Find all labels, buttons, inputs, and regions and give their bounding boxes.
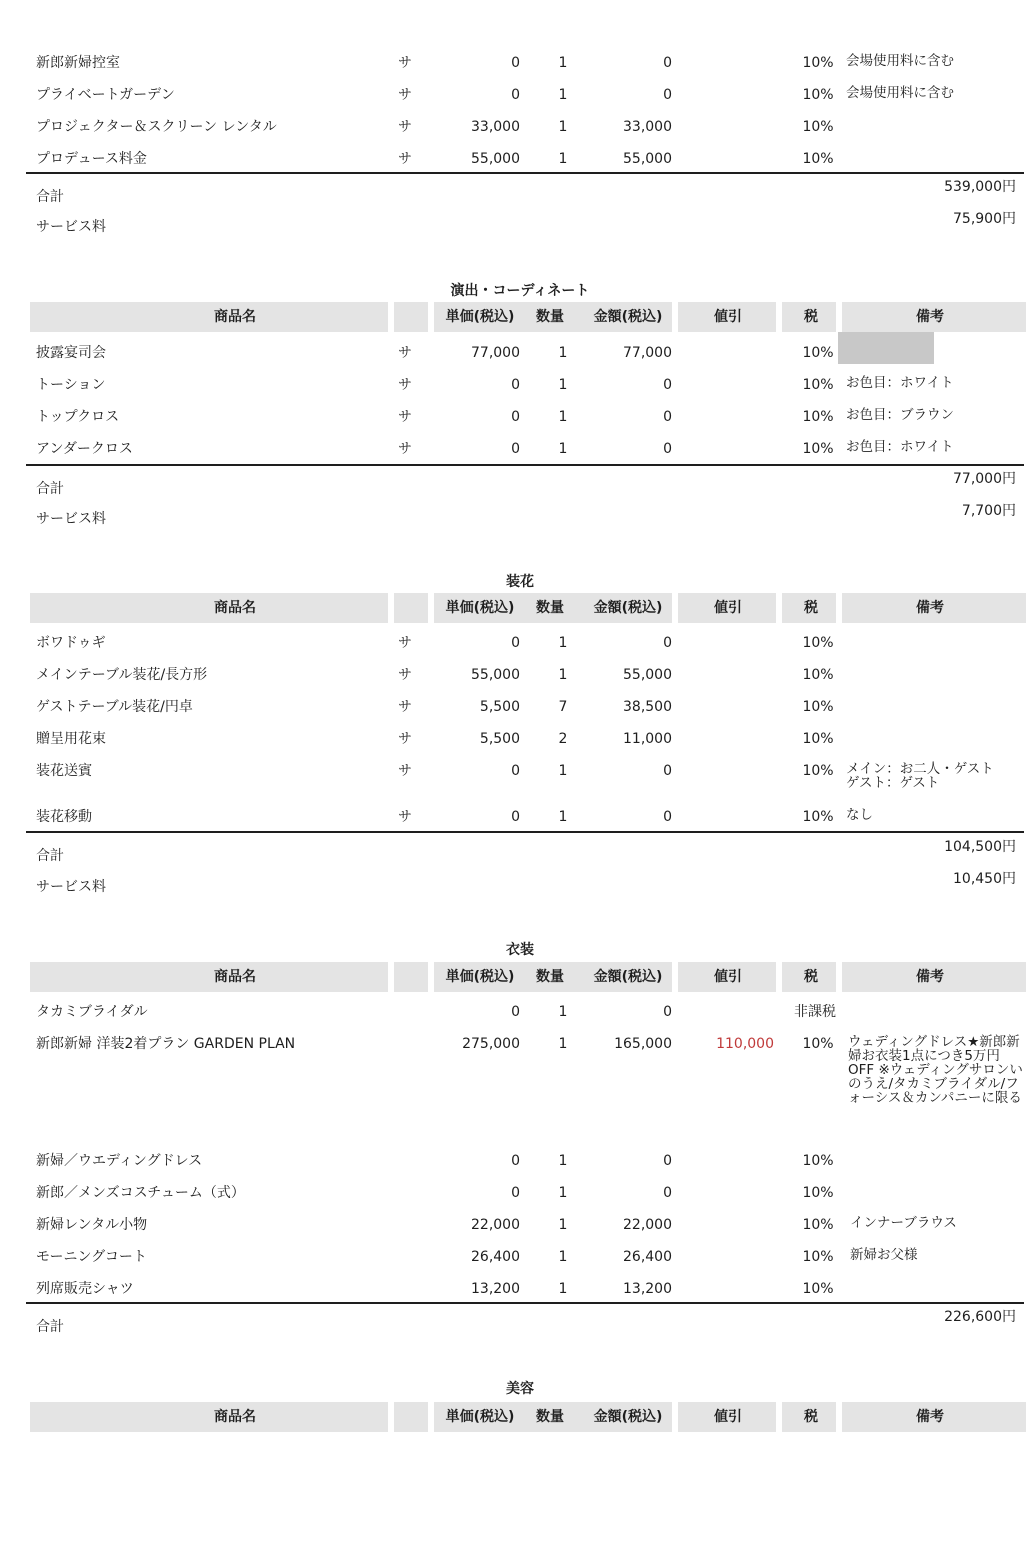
- service-mark: サ: [398, 731, 412, 747]
- service-mark: サ: [398, 809, 412, 825]
- header-amount: 金額(税込): [593, 969, 663, 985]
- remark: 新婦お父様: [850, 1247, 918, 1263]
- amount: 55,000: [623, 151, 672, 167]
- header-separator: [776, 962, 782, 992]
- unit-price: 55,000: [471, 667, 520, 683]
- tax-rate: 10%: [802, 699, 834, 715]
- item-name: 新郎新婦 洋装2着プラン GARDEN PLAN: [36, 1036, 296, 1052]
- unit-price: 0: [511, 441, 520, 457]
- total-value: 226,600円: [944, 1309, 1016, 1325]
- table-row: [0, 1248, 1036, 1278]
- table-row: [0, 698, 1036, 728]
- header-unit-price: 単価(税込): [445, 969, 515, 985]
- item-name: ボワドゥギ: [36, 635, 106, 651]
- header-unit-price: 単価(税込): [445, 1409, 515, 1425]
- table-header: [30, 962, 1026, 992]
- header-separator: [672, 962, 678, 992]
- amount: 0: [663, 441, 672, 457]
- tax-rate: 10%: [802, 55, 834, 71]
- service-mark: サ: [398, 377, 412, 393]
- amount: 165,000: [614, 1036, 672, 1052]
- unit-price: 0: [511, 809, 520, 825]
- header-separator: [388, 302, 394, 332]
- item-name: タカミブライダル: [36, 1004, 148, 1020]
- service-mark: サ: [398, 151, 412, 167]
- tax-rate: 10%: [802, 1153, 834, 1169]
- table-row: [0, 150, 1036, 180]
- unit-price: 5,500: [479, 699, 520, 715]
- header-discount: 値引: [714, 969, 742, 985]
- tax-rate: 10%: [802, 667, 834, 683]
- header-item-name: 商品名: [214, 600, 256, 616]
- total-value: 104,500円: [944, 839, 1016, 855]
- quantity: 1: [558, 1036, 568, 1052]
- table-row: [0, 86, 1036, 116]
- header-separator: [672, 593, 678, 623]
- unit-price: 77,000: [471, 345, 520, 361]
- tax-rate: 10%: [802, 1281, 834, 1297]
- quantity: 1: [558, 809, 568, 825]
- table-row: [0, 54, 1036, 84]
- unit-price: 0: [511, 1004, 520, 1020]
- quantity: 1: [558, 1004, 568, 1020]
- table-row: [0, 1003, 1036, 1033]
- amount: 0: [663, 635, 672, 651]
- remark: メイン：お二人・ゲスト ゲスト：ゲスト: [846, 761, 994, 791]
- unit-price: 26,400: [471, 1249, 520, 1265]
- unit-price: 0: [511, 1153, 520, 1169]
- table-row: [0, 1184, 1036, 1214]
- header-separator: [388, 1402, 394, 1432]
- amount: 55,000: [623, 667, 672, 683]
- header-discount: 値引: [714, 1409, 742, 1425]
- service-mark: サ: [398, 119, 412, 135]
- header-separator: [428, 962, 434, 992]
- unit-price: 5,500: [479, 731, 520, 747]
- amount: 0: [663, 1153, 672, 1169]
- amount: 77,000: [623, 345, 672, 361]
- header-discount: 値引: [714, 600, 742, 616]
- service-mark: サ: [398, 763, 412, 779]
- amount: 33,000: [623, 119, 672, 135]
- header-tax: 税: [804, 309, 818, 325]
- item-name: ゲストテーブル装花/円卓: [36, 699, 193, 715]
- header-unit-price: 単価(税込): [445, 309, 515, 325]
- table-row: [0, 808, 1036, 838]
- tax-rate: 10%: [802, 763, 834, 779]
- header-remark: 備考: [916, 1409, 944, 1425]
- table-row: [0, 1216, 1036, 1246]
- table-header: [30, 302, 1026, 332]
- unit-price: 0: [511, 55, 520, 71]
- tax-rate: 10%: [802, 377, 834, 393]
- service-fee-value: 7,700円: [961, 503, 1016, 519]
- remark: インナーブラウス: [850, 1215, 957, 1231]
- section-title: 美容: [506, 1381, 534, 1397]
- header-separator: [776, 302, 782, 332]
- section-title: 衣装: [506, 942, 534, 958]
- tax-rate: 10%: [802, 1217, 834, 1233]
- quantity: 1: [558, 87, 568, 103]
- item-name: プライベートガーデン: [36, 87, 175, 103]
- amount: 38,500: [623, 699, 672, 715]
- header-amount: 金額(税込): [593, 1409, 663, 1425]
- unit-price: 55,000: [471, 151, 520, 167]
- section-divider: [26, 831, 1024, 833]
- quantity: 1: [558, 377, 568, 393]
- remark: ウェディングドレス★新郎新婦お衣装1点につき5万円OFF ※ウェディングサロンいのうえ/タカミブライダル/フォーシス＆カンパニーに限る: [848, 1034, 1023, 1106]
- section-title: 演出・コーディネート: [450, 283, 590, 299]
- unit-price: 0: [511, 763, 520, 779]
- table-header: [30, 593, 1026, 623]
- quantity: 1: [558, 1217, 568, 1233]
- table-row: [0, 634, 1036, 664]
- header-quantity: 数量: [536, 1409, 564, 1425]
- header-separator: [428, 1402, 434, 1432]
- table-row: [0, 762, 1036, 802]
- item-name: アンダークロス: [36, 441, 133, 457]
- quantity: 1: [558, 345, 568, 361]
- service-fee-label: サービス料: [36, 879, 106, 895]
- quantity: 1: [558, 1281, 568, 1297]
- header-quantity: 数量: [536, 309, 564, 325]
- tax-rate: 非課税: [794, 1004, 836, 1020]
- service-mark: サ: [398, 87, 412, 103]
- service-fee-value: 75,900円: [953, 211, 1016, 227]
- header-separator: [428, 302, 434, 332]
- header-quantity: 数量: [536, 969, 564, 985]
- header-separator: [836, 962, 842, 992]
- tax-rate: 10%: [802, 441, 834, 457]
- tax-rate: 10%: [802, 87, 834, 103]
- table-row: [0, 730, 1036, 760]
- discount-value: 110,000: [716, 1036, 774, 1052]
- header-unit-price: 単価(税込): [445, 600, 515, 616]
- remark: なし: [846, 807, 873, 823]
- amount: 11,000: [623, 731, 672, 747]
- unit-price: 0: [511, 377, 520, 393]
- table-row: [0, 376, 1036, 406]
- tax-rate: 10%: [802, 1185, 834, 1201]
- total-value: 77,000円: [953, 471, 1016, 487]
- amount: 0: [663, 809, 672, 825]
- header-separator: [428, 593, 434, 623]
- tax-rate: 10%: [802, 1036, 834, 1052]
- item-name: 新婦レンタル小物: [36, 1217, 148, 1233]
- tax-rate: 10%: [802, 635, 834, 651]
- quantity: 1: [558, 55, 568, 71]
- total-value: 539,000円: [944, 179, 1016, 195]
- amount: 0: [663, 1004, 672, 1020]
- item-name: プロジェクター＆スクリーン レンタル: [36, 119, 277, 135]
- service-mark: サ: [398, 345, 412, 361]
- header-discount: 値引: [714, 309, 742, 325]
- service-mark: サ: [398, 699, 412, 715]
- tax-rate: 10%: [802, 409, 834, 425]
- item-name: 新婦／ウエディングドレス: [36, 1153, 203, 1169]
- remark: お色目：ホワイト: [846, 439, 954, 455]
- header-remark: 備考: [916, 309, 944, 325]
- service-fee-value: 10,450円: [953, 871, 1016, 887]
- quantity: 1: [558, 409, 568, 425]
- header-separator: [776, 593, 782, 623]
- remark: 会場使用料に含む: [846, 53, 954, 69]
- amount: 0: [663, 377, 672, 393]
- item-name: 披露宴司会: [36, 345, 106, 361]
- item-name: トーション: [36, 377, 106, 393]
- remark: お色目：ブラウン: [846, 407, 954, 423]
- header-separator: [672, 1402, 678, 1432]
- header-tax: 税: [804, 600, 818, 616]
- remark: 会場使用料に含む: [846, 85, 954, 101]
- header-item-name: 商品名: [214, 309, 256, 325]
- total-label: 合計: [36, 481, 64, 497]
- table-row: [0, 666, 1036, 696]
- header-remark: 備考: [916, 600, 944, 616]
- service-fee-label: サービス料: [36, 511, 106, 527]
- remark: お色目：ホワイト: [846, 375, 954, 391]
- header-tax: 税: [804, 969, 818, 985]
- header-separator: [388, 593, 394, 623]
- total-label: 合計: [36, 848, 64, 864]
- section-divider: [26, 1302, 1024, 1304]
- header-separator: [836, 1402, 842, 1432]
- header-amount: 金額(税込): [593, 600, 663, 616]
- service-mark: サ: [398, 409, 412, 425]
- header-item-name: 商品名: [214, 1409, 256, 1425]
- amount: 0: [663, 409, 672, 425]
- service-mark: サ: [398, 635, 412, 651]
- header-tax: 税: [804, 1409, 818, 1425]
- item-name: 列席販売シャツ: [36, 1281, 134, 1297]
- item-name: モーニングコート: [36, 1249, 147, 1265]
- quantity: 2: [558, 731, 568, 747]
- amount: 0: [663, 763, 672, 779]
- unit-price: 0: [511, 1185, 520, 1201]
- header-separator: [836, 593, 842, 623]
- item-name: プロデュース料金: [36, 151, 147, 167]
- service-mark: サ: [398, 441, 412, 457]
- item-name: 贈呈用花束: [36, 731, 106, 747]
- table-row: [0, 408, 1036, 438]
- unit-price: 275,000: [462, 1036, 520, 1052]
- unit-price: 0: [511, 87, 520, 103]
- quantity: 7: [558, 699, 568, 715]
- header-separator: [776, 1402, 782, 1432]
- header-separator: [388, 962, 394, 992]
- quantity: 1: [558, 1185, 568, 1201]
- item-name: 装花送賓: [36, 763, 92, 779]
- item-name: トップクロス: [36, 409, 120, 425]
- tax-rate: 10%: [802, 119, 834, 135]
- amount: 0: [663, 55, 672, 71]
- header-remark: 備考: [916, 969, 944, 985]
- unit-price: 22,000: [471, 1217, 520, 1233]
- table-row: [0, 118, 1036, 148]
- unit-price: 0: [511, 635, 520, 651]
- service-mark: サ: [398, 55, 412, 71]
- tax-rate: 10%: [802, 809, 834, 825]
- header-quantity: 数量: [536, 600, 564, 616]
- header-item-name: 商品名: [214, 969, 256, 985]
- section-divider: [26, 464, 1024, 466]
- table-row: [0, 1152, 1036, 1182]
- quantity: 1: [558, 763, 568, 779]
- unit-price: 13,200: [471, 1281, 520, 1297]
- total-label: 合計: [36, 1319, 64, 1335]
- quantity: 1: [558, 119, 568, 135]
- item-name: 装花移動: [36, 809, 92, 825]
- item-name: 新郎／メンズコスチューム（式）: [36, 1185, 245, 1201]
- section-title: 装花: [506, 574, 534, 590]
- unit-price: 0: [511, 409, 520, 425]
- unit-price: 33,000: [471, 119, 520, 135]
- table-header: [30, 1402, 1026, 1432]
- item-name: メインテーブル装花/長方形: [36, 667, 208, 683]
- tax-rate: 10%: [802, 151, 834, 167]
- quantity: 1: [558, 667, 568, 683]
- header-separator: [672, 302, 678, 332]
- service-fee-label: サービス料: [36, 219, 106, 235]
- table-row: [0, 1280, 1036, 1310]
- quantity: 1: [558, 151, 568, 167]
- quantity: 1: [558, 1249, 568, 1265]
- amount: 22,000: [623, 1217, 672, 1233]
- tax-rate: 10%: [802, 731, 834, 747]
- header-separator: [836, 302, 842, 332]
- service-mark: サ: [398, 667, 412, 683]
- quantity: 1: [558, 441, 568, 457]
- tax-rate: 10%: [802, 1249, 834, 1265]
- amount: 26,400: [623, 1249, 672, 1265]
- table-row: [0, 1035, 1036, 1145]
- quantity: 1: [558, 635, 568, 651]
- quantity: 1: [558, 1153, 568, 1169]
- total-label: 合計: [36, 189, 64, 205]
- amount: 0: [663, 1185, 672, 1201]
- redacted-remark: [838, 332, 934, 364]
- section-divider: [26, 172, 1024, 174]
- amount: 0: [663, 87, 672, 103]
- tax-rate: 10%: [802, 345, 834, 361]
- amount: 13,200: [623, 1281, 672, 1297]
- header-amount: 金額(税込): [593, 309, 663, 325]
- item-name: 新郎新婦控室: [36, 55, 120, 71]
